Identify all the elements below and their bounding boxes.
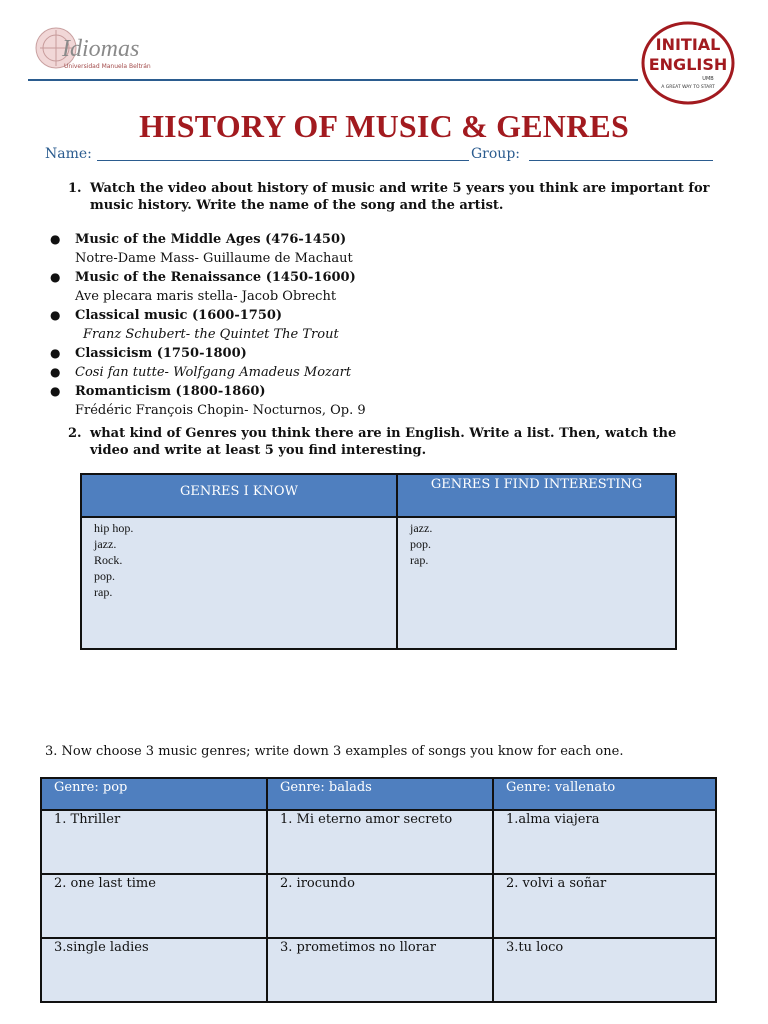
table-row [81, 517, 676, 649]
period-heading: Music of the Middle Ages (476-1450) [75, 232, 347, 247]
genre-entry: hip hop. [94, 521, 134, 535]
genre-entry: rap. [94, 585, 113, 599]
bullet-icon: ● [50, 308, 61, 322]
table-cell[interactable]: 3. prometimos no llorar [267, 938, 493, 1002]
question-1-text: Watch the video about history of music and write 5 years you think are important for music history. Write the name of the song and the artist. [90, 181, 710, 213]
question-1 [68, 180, 718, 216]
music-periods-list [50, 230, 610, 420]
period-detail: Frédéric François Chopin- Nocturnos, Op. 9 [75, 403, 366, 418]
header-genre-pop: Genre: pop [41, 778, 267, 810]
header-genre-balads: Genre: balads [267, 778, 493, 810]
logo-umb-text: UMB [702, 76, 714, 82]
question-2-text: what kind of Genres you think there are in English. Write a list. Then, watch the video and write at least 5 you find interesting. [90, 426, 677, 458]
question-2-number: 2. [68, 426, 82, 441]
initial-english-logo [640, 20, 736, 106]
genres-known-cell[interactable] [81, 517, 397, 649]
list-item [50, 382, 610, 420]
table-cell[interactable]: 1. Thriller [41, 810, 267, 874]
bullet-icon: ● [50, 384, 61, 398]
songs-table [40, 777, 717, 1003]
table-row [41, 938, 716, 1002]
list-item [50, 306, 610, 344]
page-title: HISTORY OF MUSIC & GENRES [139, 108, 629, 144]
table-cell[interactable]: 3.tu loco [493, 938, 716, 1002]
period-detail: Cosi fan tutte- Wolfgang Amadeus Mozart [75, 365, 352, 380]
table-cell[interactable]: 1.alma viajera [493, 810, 716, 874]
genres-table [80, 473, 677, 650]
group-field-line[interactable] [529, 160, 713, 161]
name-field-line[interactable] [97, 160, 469, 161]
logo-initial-text: INITIAL [655, 35, 721, 54]
question-1-number: 1. [68, 181, 82, 196]
table-cell[interactable]: 2. one last time [41, 874, 267, 938]
genre-entry: jazz. [94, 537, 117, 551]
table-header-row [41, 778, 716, 810]
list-item [50, 363, 610, 382]
table-row [41, 810, 716, 874]
period-heading: Music of the Renaissance (1450-1600) [75, 270, 356, 285]
genre-entry: pop. [94, 569, 115, 583]
period-detail: Ave plecara maris stella- Jacob Obrecht [75, 289, 337, 304]
table-cell[interactable]: 2. irocundo [267, 874, 493, 938]
idiomas-wordmark: Idiomas [62, 36, 140, 62]
period-heading: Classical music (1600-1750) [75, 308, 283, 323]
logo-tagline: A GREAT WAY TO START [661, 85, 715, 90]
list-item [50, 230, 610, 268]
header-genres-interesting: GENRES I FIND INTERESTING [397, 474, 676, 517]
header-genre-vallenato: Genre: vallenato [493, 778, 716, 810]
bullet-icon: ● [50, 346, 61, 360]
name-label: Name: [45, 146, 92, 162]
genres-interesting-cell[interactable] [397, 517, 676, 649]
period-detail: Notre-Dame Mass- Guillaume de Machaut [75, 251, 353, 266]
question-2 [68, 425, 718, 461]
idiomas-subtitle: Universidad Manuela Beltrán [64, 63, 151, 70]
table-header-row [81, 474, 676, 517]
list-item [50, 268, 610, 306]
header-genres-i-know: GENRES I KNOW [81, 474, 397, 517]
genre-entry: rap. [410, 553, 429, 567]
period-detail: Franz Schubert- the Quintet The Trout [83, 327, 339, 342]
table-cell[interactable]: 3.single ladies [41, 938, 267, 1002]
table-row [41, 874, 716, 938]
bullet-icon: ● [50, 270, 61, 284]
list-item [50, 344, 610, 363]
genre-entry: pop. [410, 537, 431, 551]
period-heading: Romanticism (1800-1860) [75, 384, 266, 399]
genre-entry: jazz. [410, 521, 433, 535]
logo-english-text: ENGLISH [648, 55, 728, 74]
question-3-text: 3. Now choose 3 music genres; write down 3 examples of songs you know for each one. [45, 744, 624, 759]
period-heading: Classicism (1750-1800) [75, 346, 247, 361]
header-rule [28, 79, 638, 81]
idiomas-logo [34, 24, 179, 74]
table-cell[interactable]: 1. Mi eterno amor secreto [267, 810, 493, 874]
bullet-icon: ● [50, 365, 61, 379]
table-cell[interactable]: 2. volvi a soñar [493, 874, 716, 938]
group-label: Group: [471, 146, 520, 162]
genre-entry: Rock. [94, 553, 123, 567]
name-group-row [45, 144, 735, 166]
bullet-icon: ● [50, 232, 61, 246]
